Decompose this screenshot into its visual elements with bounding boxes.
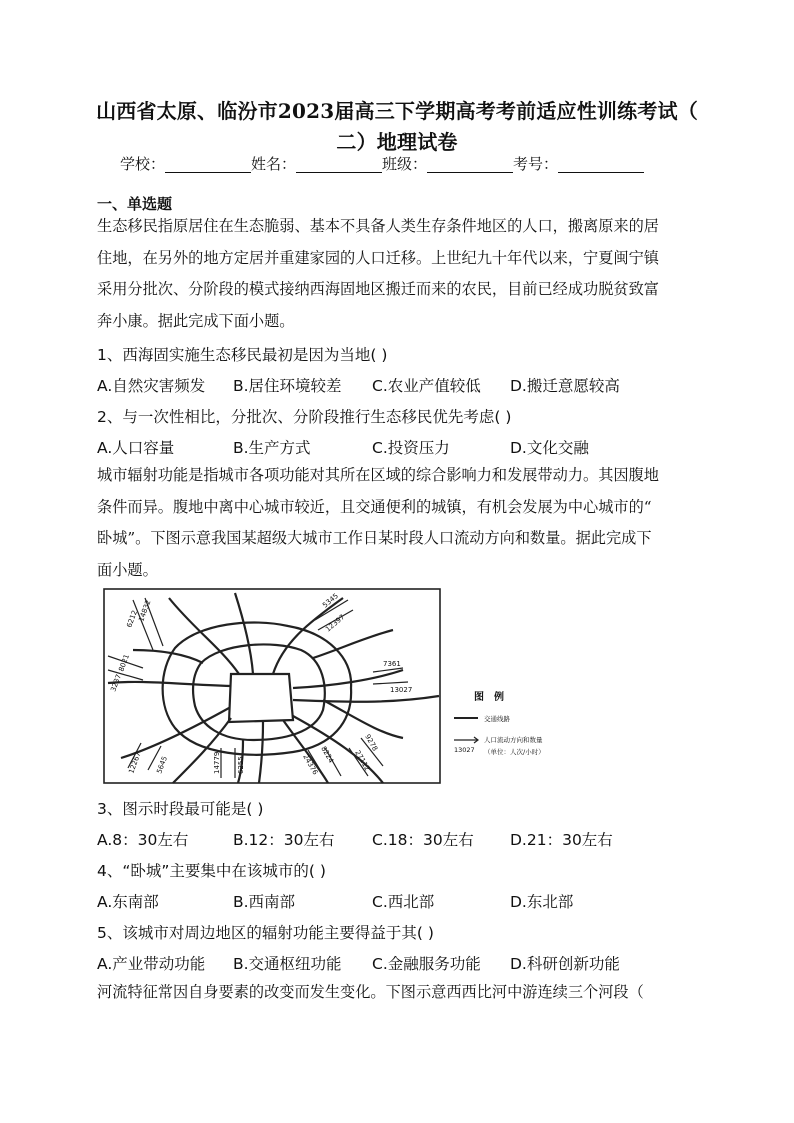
passage-line: 条件而异。腹地中离中心城市较近，且交通便利的城镇，有机会发展为中心城市的“ [97,497,652,516]
q5-option-b[interactable]: B.交通枢纽功能 [233,955,342,973]
flow-label: 5645 [155,755,169,775]
q1-option-c[interactable]: C.农业产值较低 [372,377,481,395]
flow-label: 6212 [125,609,139,629]
q1-option-d[interactable]: D.搬迁意愿较高 [510,377,620,395]
city-population-flow-map [103,588,441,784]
question-2-stem: 2、与一次性相比，分批次、分阶段推行生态移民优先考虑( ) [97,408,512,426]
passage-river-features [97,977,701,1009]
q5-option-d[interactable]: D.科研创新功能 [510,955,620,973]
flow-label: 12397 [324,613,347,634]
flow-label: 7361 [383,660,401,668]
passage-line: 面小题。 [97,560,158,579]
question-1-stem: 1、西海固实施生态移民最初是因为当地( ) [97,346,388,364]
student-info [120,153,644,174]
legend-title: 图 例 [474,692,504,703]
section-title: 一、单选题 [97,195,173,213]
flow-label: 24376 [301,753,320,777]
passage-urban-radiation [97,460,697,586]
flow-label: 12267 [127,751,143,775]
school-field[interactable] [165,156,251,173]
name-label: 姓名： [251,155,297,173]
question-5-stem: 5、该城市对周边地区的辐射功能主要得益于其( ) [97,924,434,942]
q2-option-a[interactable]: A.人口容量 [97,439,175,457]
exam-title-line2: 二）地理试卷 [336,130,458,154]
legend-flow-unit: （单位：人次/小时） [484,748,545,756]
q3-option-b[interactable]: B.12：30左右 [233,831,335,849]
q4-option-d[interactable]: D.东北部 [510,893,574,911]
q4-option-a[interactable]: A.东南部 [97,893,159,911]
legend-road-label: 交通线路 [484,715,510,723]
q3-option-c[interactable]: C.18：30左右 [372,831,474,849]
name-field[interactable] [296,156,382,173]
flow-label: 5345 [321,591,340,610]
q3-option-d[interactable]: D.21：30左右 [510,831,613,849]
question-3-stem: 3、图示时段最可能是( ) [97,800,264,818]
exam-title [60,96,734,158]
q4-option-b[interactable]: B.西南部 [233,893,296,911]
flow-label: 6255 [237,756,245,774]
legend-sample-number: 13027 [454,746,475,754]
passage-line: 卧城”。下图示意我国某超级大城市工作日某时段人口流动方向和数量。据此完成下 [97,529,652,547]
passage-line: 采用分批次、分阶段的模式接纳西海固地区搬迁而来的农民，目前已经成功脱贫致富 [97,280,659,298]
flow-label: 13027 [390,686,413,694]
number-label: 考号： [513,155,559,173]
q1-option-b[interactable]: B.居住环境较差 [233,377,342,395]
flow-label: 3237 [109,673,123,693]
q5-option-c[interactable]: C.金融服务功能 [372,955,481,973]
number-field[interactable] [558,156,644,173]
passage-line: 河流特征常因自身要素的改变而发生变化。下图示意西西比河中游连续三个河段（ [97,983,644,1001]
passage-ecological-migration [97,211,697,337]
legend-flow-label: 人口流动方向和数量 [484,736,543,744]
flow-label: 8021 [117,653,131,673]
q3-option-a[interactable]: A.8：30左右 [97,831,189,849]
passage-line: 住地，在另外的地方定居并重建家园的人口迁移。上世纪九十年代以来，宁夏闽宁镇 [97,248,659,267]
passage-line: 奔小康。据此完成下面小题。 [97,311,295,330]
q2-option-c[interactable]: C.投资压力 [372,439,450,457]
q5-option-a[interactable]: A.产业带动功能 [97,955,206,973]
flow-label: 14832 [137,599,153,623]
q2-option-b[interactable]: B.生产方式 [233,439,311,457]
q1-option-a[interactable]: A.自然灾害频发 [97,377,206,395]
map-legend [440,590,590,780]
flow-label: 9278 [363,733,380,753]
question-4-stem: 4、“卧城”主要集中在该城市的( ) [97,862,326,880]
class-label: 班级： [382,155,428,173]
q4-option-c[interactable]: C.西北部 [372,893,435,911]
passage-line: 城市辐射功能是指城市各项功能对其所在区域的综合影响力和发展带动力。其因腹地 [97,466,659,484]
exam-title-line1: 山西省太原、临汾市2023届高三下学期高考考前适应性训练考试（ [96,99,698,123]
school-label: 学校： [120,155,166,173]
flow-label: 27112 [353,749,372,773]
q2-option-d[interactable]: D.文化交融 [510,439,589,457]
passage-line: 生态移民指原居住在生态脆弱、基本不具备人类生存条件地区的人口，搬离原来的居 [97,217,659,235]
flow-label: 14779 [213,751,221,774]
flow-label: 8224 [319,745,336,765]
class-field[interactable] [427,156,513,173]
